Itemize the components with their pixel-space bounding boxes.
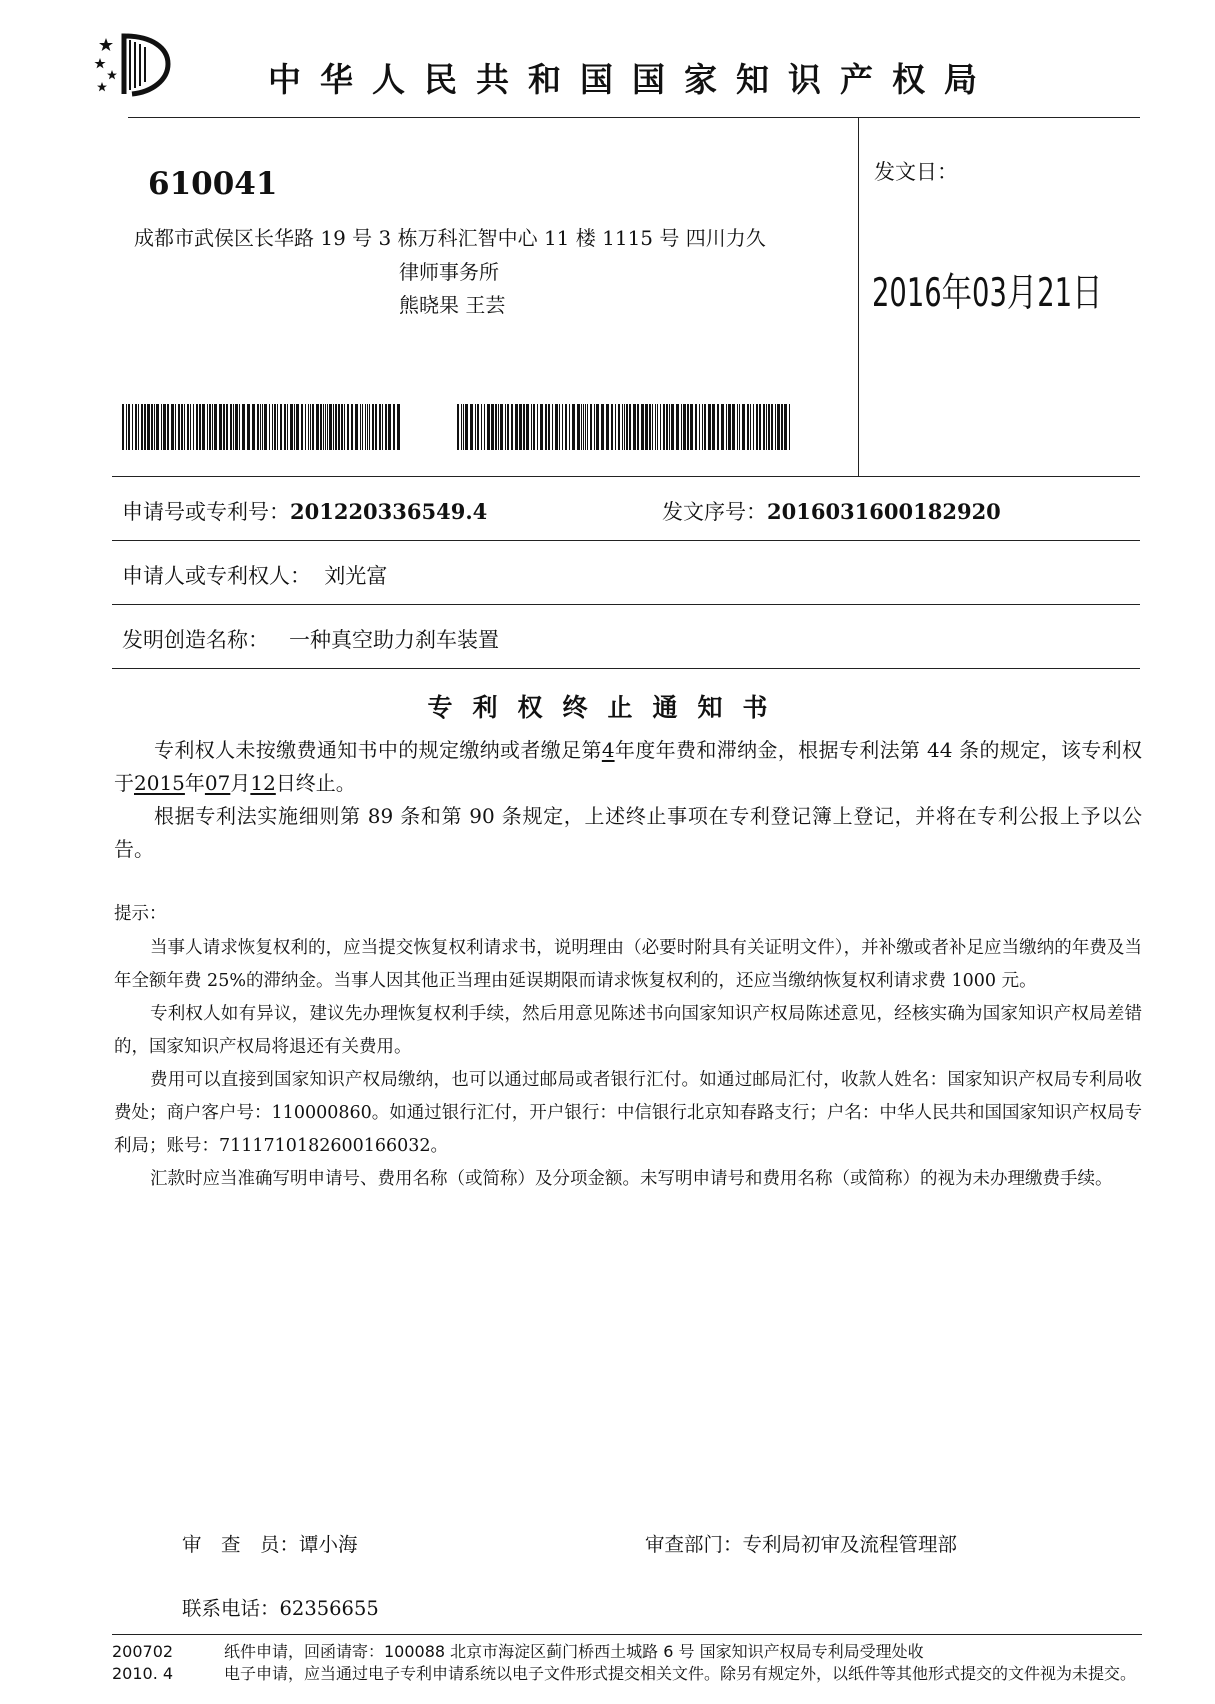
footer-line-1: 纸件申请，回函请寄：100088 北京市海淀区蓟门桥西土城路 6 号 国家知识产权局专利局受理处收 [224,1642,924,1661]
barcode-bar [199,404,201,450]
notice-body [114,734,1142,866]
serial-number-row [662,496,1001,526]
barcode-bar [226,404,228,450]
barcode-bar [207,404,208,450]
barcode-bar [523,404,525,450]
fields-divider-2 [112,604,1140,605]
tip-4: 汇款时应当准确写明申请号、费用名称（或简称）及分项金额。未写明申请号和费用名称（或简称）的视为未办理缴费手续。 [150,1169,1113,1189]
barcode-bar [305,404,306,450]
barcode-bar [344,404,345,450]
barcode-bar [132,404,133,450]
barcode-bar [511,404,513,450]
barcode-bar [187,404,189,450]
barcode-bar [771,404,773,450]
barcode-bar [683,404,686,450]
barcode-bar [515,404,518,450]
barcode-bar [505,404,506,450]
barcode-bar [633,404,636,450]
barcode-bar [495,404,497,450]
phone-label: 联系电话： [182,1597,280,1620]
barcode-bar [759,404,761,450]
barcode-bar [732,404,735,450]
barcode-bar [360,404,361,450]
barcode-bar [559,404,560,450]
barcode-bar [277,404,278,450]
barcode-bar [209,404,211,450]
barcode-bar [606,404,609,450]
barcode-bar [190,404,191,450]
barcode-bar [601,404,604,450]
barcode-bar [533,404,535,450]
application-number: 201220336549.4 [290,499,488,524]
barcode-bar [178,404,180,450]
department-row [645,1529,957,1557]
barcode-bar [233,404,234,450]
barcode-bar [641,404,644,450]
barcode-bar [327,404,328,450]
barcode-bar [463,404,464,450]
tips-label: 提示： [114,904,167,924]
barcode-bar [457,404,459,450]
barcode-bar [721,404,724,450]
barcode-bar [583,404,584,450]
department-name: 专利局初审及流程管理部 [742,1533,958,1556]
examiner-label: 审 查 员： [182,1533,300,1556]
barcode-bar [156,404,159,450]
barcode-bar [369,404,370,450]
barcode-bar [214,404,217,450]
barcode-bar [562,404,563,450]
barcode-bar [223,404,225,450]
barcode-bar [712,404,715,450]
barcode-bar [347,404,349,450]
barcode-bar [355,404,358,450]
tip-3: 费用可以直接到国家知识产权局缴纳，也可以通过邮局或者银行汇付。如通过邮局汇付，收款人姓名：国家知识产权局专利局收费处；商户客户号：110000860。如通过银行汇付，开户银行：中信银行北京知春路支行；户名：中华人民共和国国家知识产权局专利局；账号：7111710182600166032。 [114,1070,1142,1156]
issue-date: 2016年03月21日 [872,271,1103,316]
barcode-bar [704,404,706,450]
barcode-bar [552,404,553,450]
barcode-bar [294,404,295,450]
barcode-bar [154,404,155,450]
barcode-bar [333,404,334,450]
barcode-bar [193,404,194,450]
barcode-bar [388,404,391,450]
application-number-row [122,496,487,526]
barcode-bar [235,404,238,450]
department-label: 审查部门： [645,1533,743,1556]
barcode-bar [325,404,326,450]
barcode-bar [756,404,758,450]
barcode-bar [465,404,468,450]
barcode-bar [763,404,765,450]
barcode-bar [626,404,628,450]
applicant-name: 刘光富 [324,564,388,588]
serial-number-label: 发文序号： [662,500,767,524]
barcode-bar [196,404,198,450]
barcode-left [122,404,400,450]
barcode-bar [351,404,353,450]
barcode-bar [666,404,668,450]
barcode-bar [687,404,689,450]
barcode-bar [184,404,185,450]
recipient-names: 熊晓果 王芸 [399,293,506,317]
barcode-bar [637,404,639,450]
barcode-bar [596,404,599,450]
barcode-bar [753,404,754,450]
invention-title: 一种真空助力刹车装置 [289,628,500,652]
barcode-divider [112,476,1140,477]
barcode-bar [126,404,127,450]
barcode-bar [171,404,174,450]
barcode-bar [274,404,276,450]
barcode-bar [615,404,616,450]
barcode-bar [491,404,494,450]
barcode-bar [320,404,322,450]
barcode-bar [676,404,679,450]
barcode-bar [202,404,205,450]
barcode-bar [175,404,176,450]
tip-2: 专利权人如有异议，建议先办理恢复权利手续，然后用意见陈述书向国家知识产权局陈述意见，经核实确为国家知识产权局差错的，国家知识产权局将退还有关费用。 [114,1004,1142,1057]
barcode-bar [645,404,648,450]
phone-row [182,1593,379,1621]
barcode-bar [382,404,383,450]
barcode-bar [312,404,314,450]
barcode-bar [264,404,267,450]
barcode-bar [548,404,550,450]
footer-line-2: 电子申请，应当通过电子专利申请系统以电子文件形式提交相关文件。除另有规定外，以纸件等其他形式提交的文件视为未提交。 [224,1664,1137,1683]
barcode-bar [484,404,485,450]
header-divider [128,117,1140,118]
barcode-bar [481,404,482,450]
barcode-bar [329,404,332,450]
barcode-bar [577,404,580,450]
barcode-bar [768,404,770,450]
barcode-bar [375,404,377,450]
barcode-bar [397,404,400,450]
barcode-bar [681,404,682,450]
barcode-bar [379,404,381,450]
barcode-bar [138,404,139,450]
form-code-1: 200702 [112,1642,174,1661]
barcode-bar [611,404,613,450]
barcode-bar [671,404,674,450]
barcode-bar [587,404,588,450]
notice-paragraph-1: 专利权人未按缴费通知书中的规定缴纳或者缴足第4年度年费和滞纳金，根据专利法第 44 条的规定，该专利权于2015年07月12日终止。 [114,738,1143,795]
barcode-bar [781,404,783,450]
barcode-bar [219,404,222,450]
form-code-2: 2010. 4 [112,1664,174,1683]
barcode-bar [470,404,473,450]
barcode-bar [239,404,240,450]
barcode-bar [629,404,631,450]
barcode-bar [708,404,711,450]
barcode-bar [726,404,727,450]
barcode-bar [766,404,767,450]
barcode-bar [555,404,558,450]
invention-row [122,624,499,654]
barcode-bar [284,404,286,450]
barcode-bar [260,404,261,450]
barcode-bar [144,404,146,450]
form-code [112,1641,202,1685]
barcode-bar [742,404,745,450]
barcode-bar [590,404,592,450]
barcode-bar [747,404,749,450]
barcode-bar [262,404,263,450]
barcode-bar [487,404,490,450]
barcode-bar [728,404,731,450]
barcode-bar [531,404,532,450]
invention-label: 发明创造名称： [122,628,269,652]
barcode-bar [308,404,309,450]
postcode: 610041 [148,166,278,202]
header-column-divider [858,117,859,477]
barcode-bar [181,404,183,450]
barcode-bar [163,404,166,450]
tip-1: 当事人请求恢复权利的，应当提交恢复权利请求书，说明理由（必要时附具有关证明文件），并补缴或者补足应当缴纳的年费及当年全额年费 25%的滞纳金。当事人因其他正当理由延误期限而请求恢复权利的，还应当缴纳恢复权利请求费 1000 元。 [114,938,1142,991]
barcode-bar [128,404,130,450]
barcode-bar [519,404,522,450]
sipo-emblem-icon [92,30,184,100]
barcode-bar [695,404,697,450]
barcode-bar [365,404,366,450]
barcode-bar [789,404,790,450]
barcode-bar [500,404,503,450]
issue-date-label: 发文日： [874,160,958,184]
barcode-bar [652,404,653,450]
barcode-bar [141,404,143,450]
agency-name: 中华人民共和国国家知识产权局 [268,60,996,99]
barcode-bar [122,404,124,450]
barcode-bar [585,404,586,450]
footer-instructions [224,1641,1154,1685]
barcode-bar [252,404,255,450]
barcode-bar [338,404,340,450]
barcode-bar [660,404,661,450]
barcode-bar [367,404,368,450]
barcode-bar [775,404,776,450]
barcode-bar [362,404,363,450]
barcode-bar [565,404,567,450]
applicant-row [122,560,387,590]
barcode-bar [272,404,273,450]
barcode-bar [316,404,319,450]
barcode-bar [649,404,651,450]
barcode-bar [287,404,288,450]
barcode-bar [569,404,570,450]
barcode-bar [147,404,150,450]
barcode-bar [594,404,595,450]
notice-title: 专利权终止通知书 [427,693,788,722]
barcode-bar [257,404,259,450]
barcode-bar [540,404,543,450]
barcode-bar [475,404,476,450]
barcode-bar [247,404,250,450]
application-number-label: 申请号或专利号： [122,500,290,524]
barcode-bar [280,404,282,450]
barcode-bar [393,404,395,450]
barcode-bar [310,404,311,450]
fields-divider-3 [112,668,1140,669]
barcode-bar [545,404,547,450]
barcode-bar [622,404,623,450]
address-line-1: 成都市武侯区长华路 19 号 3 栋万科汇智中心 11 楼 1115 号 四川力久 [134,226,766,250]
barcode-bar [526,404,529,450]
barcode-bar [341,404,343,450]
barcode-bar [335,404,337,450]
barcode-bar [135,404,137,450]
barcode-bar [507,404,509,450]
examiner-name: 谭小海 [299,1533,358,1556]
barcode-bar [212,404,213,450]
fields-divider-1 [112,540,1140,541]
barcode-bar [690,404,693,450]
barcode-bar [777,404,780,450]
tips-body [114,932,1142,1196]
barcode-bar [477,404,479,450]
barcode-bar [301,404,303,450]
barcode-bar [737,404,738,450]
barcode-bar [323,404,324,450]
notice-paragraph-2: 根据专利法实施细则第 89 条和第 90 条规定，上述终止事项在专利登记簿上登记，并将在专利公报上予以公告。 [114,804,1142,861]
barcode-bar [498,404,499,450]
phone-number: 62356655 [279,1597,379,1620]
barcode-bar [739,404,740,450]
barcode-bar [537,404,538,450]
barcode-bar [702,404,703,450]
barcode-bar [618,404,620,450]
barcode-bar [624,404,625,450]
barcode-bar [372,404,374,450]
footer-divider [112,1634,1142,1635]
barcode-bar [269,404,270,450]
barcode-bar [296,404,299,450]
barcode-bar [663,404,665,450]
barcode-bar [717,404,719,450]
barcode-bar [657,404,658,450]
barcode-bar [669,404,670,450]
barcode-bar [655,404,656,450]
examiner-row [182,1529,358,1557]
barcode-right [457,404,793,450]
barcode-bar [581,404,582,450]
serial-number: 2016031600182920 [767,499,1001,524]
barcode-bar [230,404,232,450]
address-line-2: 律师事务所 [399,260,499,284]
barcode-bar [572,404,575,450]
barcode-bar [461,404,462,450]
barcode-bar [151,404,153,450]
barcode-bar [750,404,751,450]
barcode-bar [784,404,787,450]
barcode-bar [167,404,169,450]
barcode-bar [699,404,700,450]
barcode-bar [290,404,293,450]
barcode-bar [242,404,245,450]
barcode-bar [161,404,162,450]
barcode-bar [385,404,387,450]
applicant-label: 申请人或专利权人： [122,564,311,588]
